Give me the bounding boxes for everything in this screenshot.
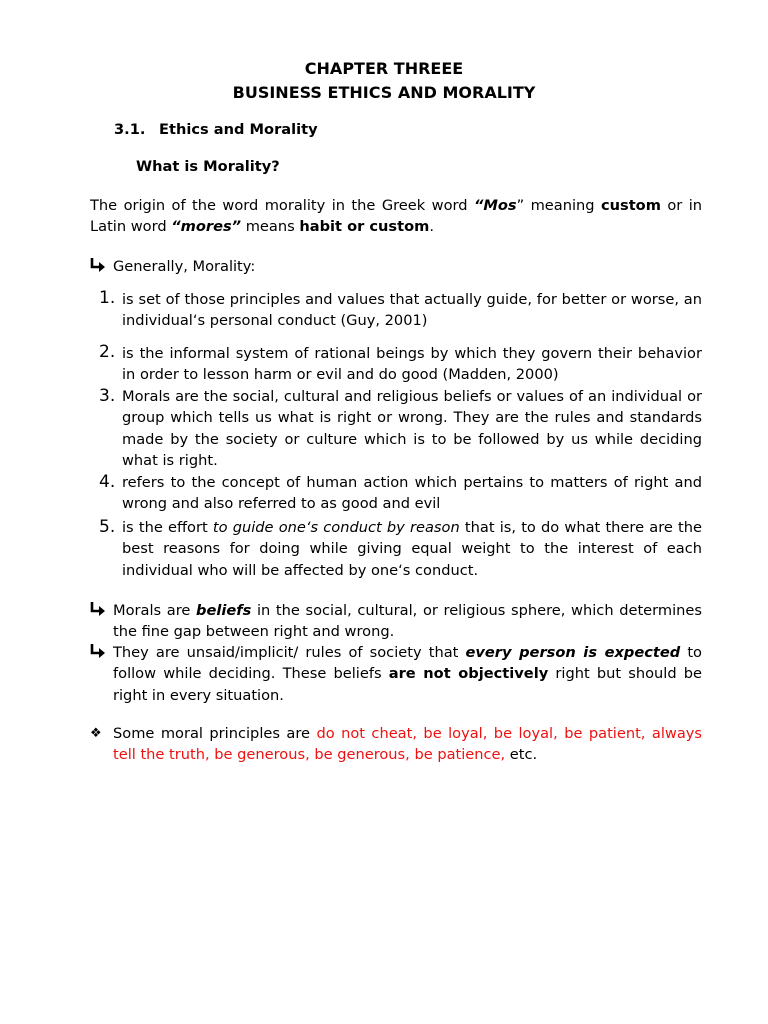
morals-rules-paragraph	[113, 642, 702, 706]
morals-b1-post: in the social, cultural, or religious sphere, which determines the fine gap between right and wrong.	[113, 602, 702, 641]
morals-b1-pre: Morals are	[113, 602, 197, 619]
chapter-title: BUSINESS ETHICS AND MORALITY	[232, 83, 536, 102]
list-item: is set of those principles and values that actually guide, for better or worse, an individual‘s personal conduct (Guy, 2001)	[122, 291, 702, 330]
list-item: Morals are the social, cultural and religious beliefs or values of an individual or group which tells us what is right or wrong. They are the rules and standards made by the society or culture which is to be followed by us while deciding what is right.	[122, 388, 702, 469]
intro-text-2: ” meaning	[516, 197, 601, 214]
intro-text-1: The origin of the word morality in the Greek word	[90, 197, 474, 214]
word-habit: habit or custom	[299, 218, 430, 236]
word-custom: custom	[600, 197, 661, 214]
diamond-bullet-icon: ❖	[90, 726, 102, 741]
principles-list-red: do not cheat, be loyal, be loyal, be patient, always tell the truth, be generous, be generous, be patience,	[113, 725, 703, 764]
item5-italic: to guide one‘s conduct by reason	[212, 519, 460, 536]
morals-beliefs-paragraph	[113, 600, 702, 643]
section-number: 3.1.	[114, 121, 146, 138]
list-number: 4.	[99, 472, 116, 492]
intro-paragraph	[90, 195, 702, 238]
hooked-arrow-icon	[89, 256, 107, 276]
phrase-not-objectively: are not objectively	[388, 665, 549, 683]
phrase-every-person-expected: every person is expected	[465, 644, 681, 661]
generally-label: Generally, Morality:	[113, 258, 256, 275]
list-number: 5.	[99, 517, 116, 537]
list-number: 2.	[99, 342, 116, 362]
morals-b2-pre: They are unsaid/implicit/ rules of society that	[113, 644, 466, 661]
hooked-arrow-icon	[89, 600, 107, 620]
principles-post: etc.	[505, 746, 538, 764]
intro-text-5: .	[429, 218, 434, 236]
list-item: refers to the concept of human action which pertains to matters of right and wrong and also referred to as good and evil	[122, 474, 702, 513]
word-mores: “mores”	[171, 218, 242, 236]
section-title: Ethics and Morality	[159, 121, 318, 138]
word-beliefs: beliefs	[196, 602, 252, 619]
list-item: is the informal system of rational beings by which they govern their behavior in order to lesson harm or evil and do good (Madden, 2000)	[122, 345, 702, 384]
morals-b2-mid: to follow while deciding. These beliefs	[113, 644, 702, 683]
item5-pre: is the effort	[122, 519, 213, 536]
intro-text-4: means	[241, 218, 300, 236]
principles-pre: Some moral principles are	[113, 725, 317, 742]
hooked-arrow-icon	[89, 642, 107, 662]
item5-post: that is, to do what there are the best reasons for doing while giving equal weight to the interest of each individual who will be affected by one‘s conduct.	[122, 519, 702, 579]
list-number: 3.	[99, 386, 116, 406]
word-mos: “Mos	[473, 197, 517, 214]
subheading: What is Morality?	[136, 158, 280, 175]
list-item	[122, 517, 702, 581]
principles-paragraph	[113, 723, 702, 766]
morals-b2-post: right but should be right in every situation.	[113, 665, 702, 704]
list-number: 1.	[99, 288, 116, 308]
chapter-heading: CHAPTER THREEE	[304, 59, 464, 78]
intro-text-3: or in Latin word	[90, 197, 702, 236]
